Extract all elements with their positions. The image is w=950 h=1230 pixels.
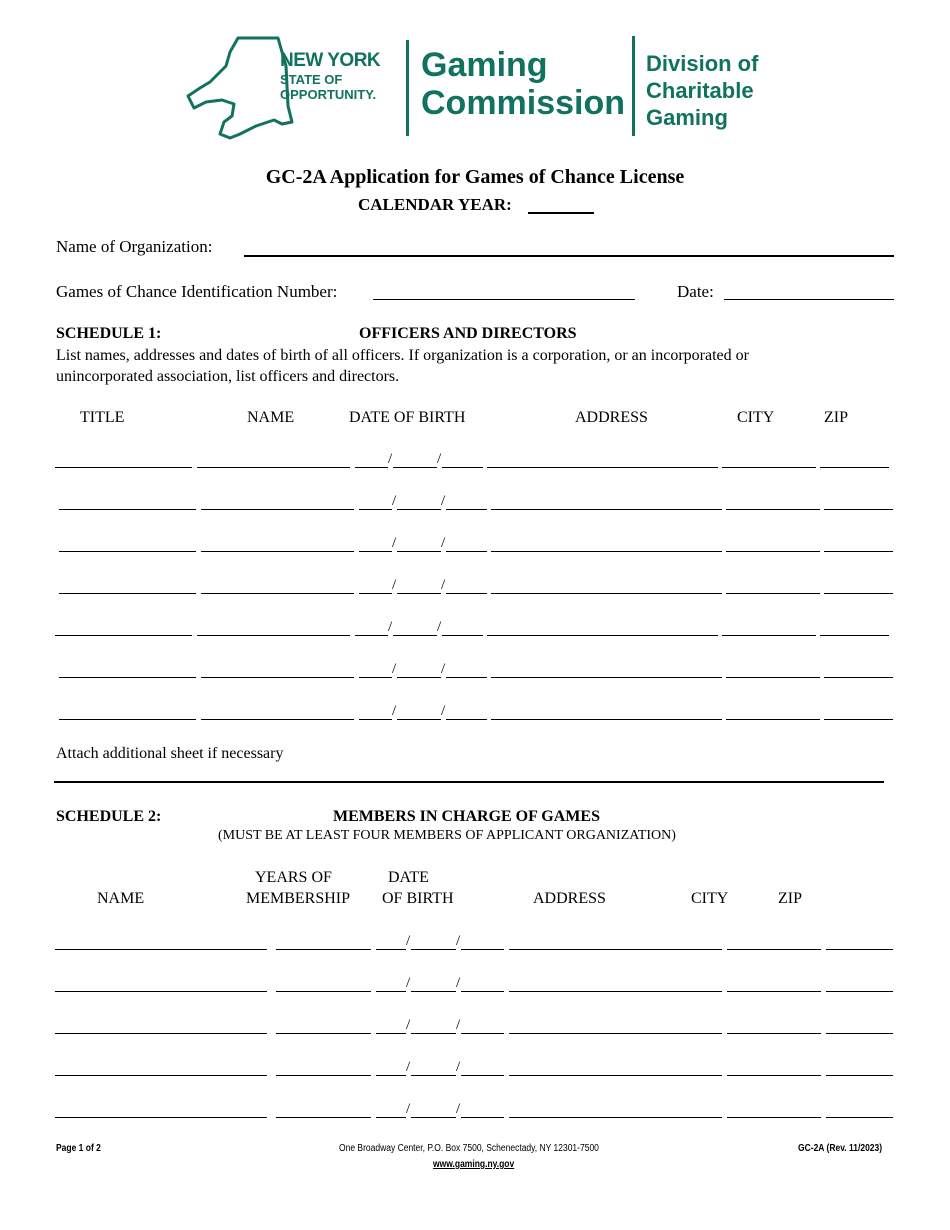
logo-state-line-2: STATE OF	[280, 72, 343, 87]
officer-name-field[interactable]	[201, 677, 354, 678]
member-years-field[interactable]	[276, 1117, 371, 1118]
officer-title-field[interactable]	[59, 719, 196, 720]
member-dob-day-field[interactable]	[411, 1033, 456, 1034]
member-dob-year-field[interactable]	[461, 1075, 504, 1076]
footer-address: One Broadway Center, P.O. Box 7500, Schenectady, NY 12301-7500	[339, 1143, 599, 1154]
member-dob-day-field[interactable]	[411, 991, 456, 992]
member-dob-month-field[interactable]	[376, 1075, 406, 1076]
col-title: TITLE	[80, 409, 125, 426]
schedule2-label: SCHEDULE 2:	[56, 808, 162, 825]
member-years-field[interactable]	[276, 1075, 371, 1076]
member-city-field[interactable]	[727, 949, 821, 950]
member-zip-field[interactable]	[826, 991, 893, 992]
member-dob-year-field[interactable]	[461, 991, 504, 992]
member-dob-month-field[interactable]	[376, 1033, 406, 1034]
logo-state-line-1: NEW YORK	[280, 50, 381, 71]
officer-zip-field[interactable]	[824, 677, 893, 678]
schedule1-instructions-1: List names, addresses and dates of birth of all officers. If organization is a corporation, or an incorporated or	[56, 347, 749, 364]
col2-dob-line-1: DATE	[388, 869, 429, 886]
col-city: CITY	[737, 409, 775, 426]
attach-note: Attach additional sheet if necessary	[56, 745, 284, 762]
member-name-field[interactable]	[55, 1033, 267, 1034]
member-dob-year-field[interactable]	[461, 949, 504, 950]
member-years-field[interactable]	[276, 991, 371, 992]
officer-dob-day-field[interactable]	[397, 677, 441, 678]
officer-dob-year-field[interactable]	[446, 593, 487, 594]
officer-zip-field[interactable]	[824, 593, 893, 594]
col2-dob-line-2: OF BIRTH	[382, 890, 454, 907]
officer-city-field[interactable]	[722, 467, 816, 468]
member-dob-day-field[interactable]	[411, 1117, 456, 1118]
officer-dob-year-field[interactable]	[446, 719, 487, 720]
officer-dob-year-field[interactable]	[446, 551, 487, 552]
logo-division-line-1: Division of	[646, 51, 759, 76]
officer-title-field[interactable]	[55, 467, 192, 468]
officer-title-field[interactable]	[59, 593, 196, 594]
schedule2-heading: MEMBERS IN CHARGE OF GAMES	[333, 808, 600, 825]
officer-address-field[interactable]	[491, 509, 722, 510]
id-number-field[interactable]	[373, 299, 635, 300]
date-separator: /	[437, 451, 442, 467]
member-dob-month-field[interactable]	[376, 949, 406, 950]
officer-name-field[interactable]	[201, 719, 354, 720]
officer-dob-day-field[interactable]	[393, 467, 437, 468]
member-zip-field[interactable]	[826, 1117, 893, 1118]
member-name-field[interactable]	[55, 1075, 267, 1076]
member-dob-day-field[interactable]	[411, 949, 456, 950]
schedule1-heading: OFFICERS AND DIRECTORS	[359, 325, 577, 342]
date-separator: /	[392, 493, 397, 509]
member-name-field[interactable]	[55, 1117, 267, 1118]
date-separator: /	[388, 619, 393, 635]
date-separator: /	[456, 933, 461, 949]
officer-address-field[interactable]	[491, 677, 722, 678]
officer-title-field[interactable]	[59, 509, 196, 510]
officer-dob-day-field[interactable]	[397, 719, 441, 720]
officer-title-field[interactable]	[55, 635, 192, 636]
col2-years-line-1: YEARS OF	[255, 869, 332, 886]
col-zip: ZIP	[824, 409, 848, 426]
member-address-field[interactable]	[509, 991, 722, 992]
date-separator: /	[441, 577, 446, 593]
date-separator: /	[406, 975, 411, 991]
officer-city-field[interactable]	[726, 677, 820, 678]
date-separator: /	[437, 619, 442, 635]
member-zip-field[interactable]	[826, 949, 893, 950]
officer-address-field[interactable]	[487, 467, 718, 468]
schedule2-subheading: (MUST BE AT LEAST FOUR MEMBERS OF APPLICANT ORGANIZATION)	[218, 828, 676, 843]
footer-form-id: GC-2A (Rev. 11/2023)	[798, 1143, 883, 1154]
member-address-field[interactable]	[509, 1075, 722, 1076]
officer-name-field[interactable]	[201, 551, 354, 552]
member-zip-field[interactable]	[826, 1033, 893, 1034]
logo-commission-line-1: Gaming	[421, 46, 548, 84]
officer-dob-month-field[interactable]	[359, 677, 392, 678]
officer-dob-day-field[interactable]	[397, 593, 441, 594]
officer-dob-month-field[interactable]	[359, 551, 392, 552]
officer-dob-year-field[interactable]	[446, 509, 487, 510]
officer-dob-day-field[interactable]	[397, 509, 441, 510]
id-number-label: Games of Chance Identification Number:	[56, 282, 338, 301]
officer-city-field[interactable]	[726, 719, 820, 720]
officer-dob-month-field[interactable]	[359, 509, 392, 510]
officer-name-field[interactable]	[201, 593, 354, 594]
schedule1-instructions-2: unincorporated association, list officers and directors.	[56, 368, 400, 385]
col-date-of-birth: DATE OF BIRTH	[349, 409, 466, 426]
logo-divider-2	[632, 36, 635, 136]
officer-dob-day-field[interactable]	[397, 551, 441, 552]
officer-name-field[interactable]	[201, 509, 354, 510]
date-separator: /	[456, 1059, 461, 1075]
schedule1-label: SCHEDULE 1:	[56, 325, 162, 342]
member-city-field[interactable]	[727, 991, 821, 992]
member-zip-field[interactable]	[826, 1075, 893, 1076]
org-name-label: Name of Organization:	[56, 237, 213, 256]
member-dob-day-field[interactable]	[411, 1075, 456, 1076]
col-name: NAME	[247, 409, 295, 426]
col-address: ADDRESS	[575, 409, 648, 426]
officer-zip-field[interactable]	[824, 509, 893, 510]
officer-dob-month-field[interactable]	[359, 719, 392, 720]
logo-divider-1	[406, 40, 409, 136]
officer-zip-field[interactable]	[820, 467, 889, 468]
footer-website[interactable]: www.gaming.ny.gov	[433, 1159, 515, 1170]
officer-name-field[interactable]	[197, 467, 350, 468]
date-separator: /	[456, 975, 461, 991]
officer-city-field[interactable]	[722, 635, 816, 636]
member-city-field[interactable]	[727, 1075, 821, 1076]
officer-address-field[interactable]	[491, 719, 722, 720]
logo-division-line-2: Charitable	[646, 78, 754, 103]
member-dob-year-field[interactable]	[461, 1117, 504, 1118]
officer-city-field[interactable]	[726, 593, 820, 594]
member-years-field[interactable]	[276, 949, 371, 950]
officer-dob-year-field[interactable]	[442, 467, 483, 468]
officer-name-field[interactable]	[197, 635, 350, 636]
officer-zip-field[interactable]	[820, 635, 889, 636]
date-separator: /	[441, 661, 446, 677]
date-field[interactable]	[724, 299, 894, 300]
logo-division-line-3: Gaming	[646, 105, 728, 130]
date-separator: /	[406, 933, 411, 949]
officer-zip-field[interactable]	[824, 719, 893, 720]
col2-name: NAME	[97, 890, 145, 907]
date-separator: /	[406, 1059, 411, 1075]
date-separator: /	[441, 535, 446, 551]
officer-dob-day-field[interactable]	[393, 635, 437, 636]
date-separator: /	[392, 535, 397, 551]
officer-dob-year-field[interactable]	[446, 677, 487, 678]
officer-address-field[interactable]	[491, 551, 722, 552]
col2-years-line-2: MEMBERSHIP	[246, 890, 351, 907]
officer-title-field[interactable]	[59, 677, 196, 678]
col2-address: ADDRESS	[533, 890, 606, 907]
logo-state-line-3: OPPORTUNITY.	[280, 87, 377, 102]
date-separator: /	[441, 703, 446, 719]
date-separator: /	[388, 451, 393, 467]
officer-address-field[interactable]	[491, 593, 722, 594]
date-separator: /	[456, 1017, 461, 1033]
member-name-field[interactable]	[55, 949, 267, 950]
calendar-year-field[interactable]	[528, 212, 594, 214]
member-dob-month-field[interactable]	[376, 991, 406, 992]
org-name-field[interactable]	[244, 255, 894, 257]
date-separator: /	[392, 703, 397, 719]
officer-title-field[interactable]	[59, 551, 196, 552]
date-separator: /	[406, 1017, 411, 1033]
member-address-field[interactable]	[509, 1033, 722, 1034]
officer-dob-month-field[interactable]	[355, 635, 388, 636]
col2-zip: ZIP	[778, 890, 802, 907]
logo-commission-line-2: Commission	[421, 84, 626, 122]
officer-city-field[interactable]	[726, 551, 820, 552]
form-title: GC-2A Application for Games of Chance License	[265, 166, 685, 188]
date-label: Date:	[677, 282, 714, 301]
footer-page: Page 1 of 2	[56, 1143, 101, 1154]
officer-address-field[interactable]	[487, 635, 718, 636]
member-city-field[interactable]	[727, 1117, 821, 1118]
col2-city: CITY	[691, 890, 729, 907]
member-address-field[interactable]	[509, 949, 722, 950]
officer-city-field[interactable]	[726, 509, 820, 510]
date-separator: /	[392, 577, 397, 593]
officer-dob-month-field[interactable]	[355, 467, 388, 468]
member-city-field[interactable]	[727, 1033, 821, 1034]
member-years-field[interactable]	[276, 1033, 371, 1034]
officer-dob-year-field[interactable]	[442, 635, 483, 636]
member-dob-year-field[interactable]	[461, 1033, 504, 1034]
member-address-field[interactable]	[509, 1117, 722, 1118]
officer-dob-month-field[interactable]	[359, 593, 392, 594]
date-separator: /	[406, 1101, 411, 1117]
officer-zip-field[interactable]	[824, 551, 893, 552]
member-name-field[interactable]	[55, 991, 267, 992]
date-separator: /	[392, 661, 397, 677]
calendar-year-label: CALENDAR YEAR:	[358, 195, 512, 214]
section-divider	[54, 781, 884, 783]
member-dob-month-field[interactable]	[376, 1117, 406, 1118]
date-separator: /	[456, 1101, 461, 1117]
date-separator: /	[441, 493, 446, 509]
